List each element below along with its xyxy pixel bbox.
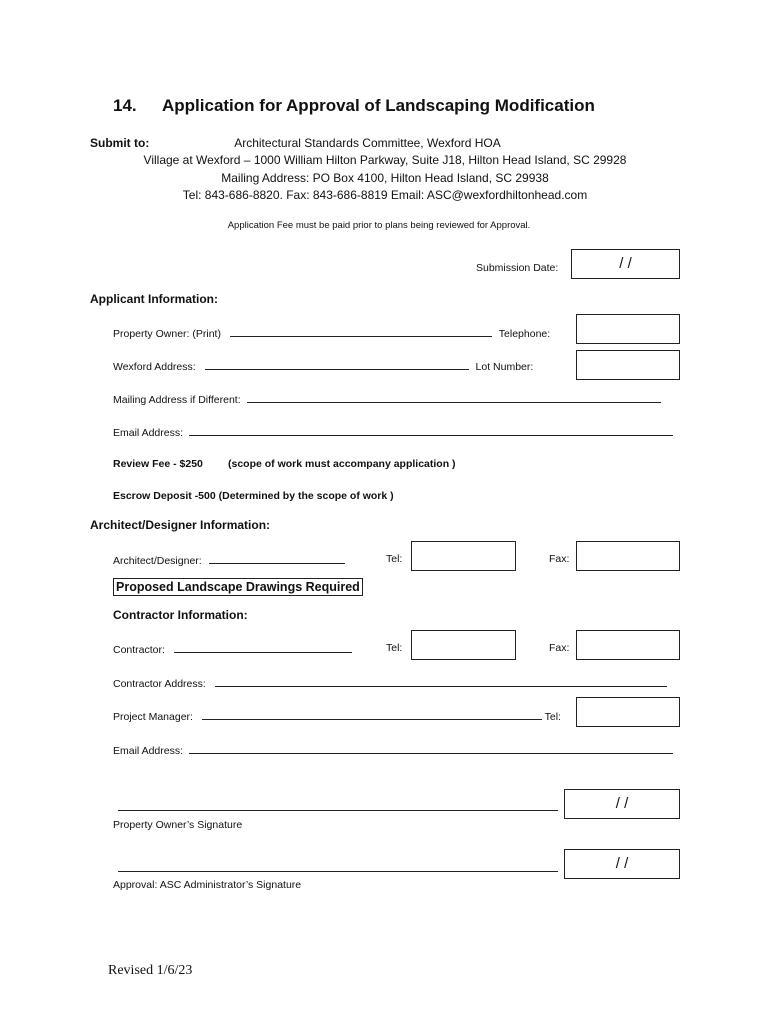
property-owner-text: Property Owner: (Print)	[113, 328, 221, 340]
review-fee-note: (scope of work must accompany application )	[228, 458, 456, 470]
project-manager-tel-field[interactable]	[576, 697, 680, 727]
mailing-address-line[interactable]	[247, 392, 661, 403]
fee-notice: Application Fee must be paid prior to plans being reviewed for Approval.	[227, 220, 531, 231]
approval-signature-line[interactable]	[118, 861, 558, 872]
mailing-address-row	[113, 392, 661, 406]
approval-signature-label: Approval: ASC Administrator’s Signature	[113, 879, 302, 891]
approval-signature-date-field[interactable]	[564, 849, 680, 879]
submit-to-label: Submit to:	[90, 136, 150, 150]
project-manager-tel-label: Tel:	[544, 711, 561, 723]
lot-number-field[interactable]	[576, 350, 680, 380]
contractor-address-label: Contractor Address:	[113, 678, 206, 690]
email-address-row	[113, 425, 673, 439]
wexford-address-row	[113, 359, 533, 373]
submit-line-committee: Architectural Standards Committee, Wexford HOA	[234, 136, 501, 150]
contractor-email-line[interactable]	[189, 743, 673, 754]
contractor-fax-label: Fax:	[549, 642, 570, 654]
drawings-required-notice: Proposed Landscape Drawings Required	[113, 578, 363, 596]
email-address-line[interactable]	[189, 425, 673, 436]
architect-heading: Architect/Designer Information:	[90, 518, 271, 532]
contractor-heading: Contractor Information:	[113, 608, 248, 622]
lot-number-label: Lot Number:	[475, 361, 534, 373]
revision-date: Revised 1/6/23	[108, 963, 193, 978]
mailing-address-label: Mailing Address if Different:	[113, 394, 241, 406]
contractor-line[interactable]	[174, 642, 352, 653]
email-address-label: Email Address:	[113, 427, 184, 439]
project-manager-row	[113, 709, 561, 723]
escrow-deposit: Escrow Deposit -500 (Determined by the scope of work )	[113, 490, 394, 502]
architect-label: Architect/Designer:	[113, 555, 202, 567]
contractor-label: Contractor:	[113, 644, 165, 656]
submit-line-contact: Tel: 843-686-8820. Fax: 843-686-8819 Email: ASC@wexfordhiltonhead.com	[182, 188, 588, 202]
contractor-address-line[interactable]	[215, 676, 667, 687]
section-number: 14.	[113, 96, 137, 115]
submit-line-address: Village at Wexford – 1000 William Hilton Parkway, Suite J18, Hilton Head Island, SC 29928	[143, 153, 627, 167]
architect-row	[113, 553, 345, 567]
contractor-address-row	[113, 676, 667, 690]
contractor-row	[113, 642, 352, 656]
submit-line-mailing: Mailing Address: PO Box 4100, Hilton Head Island, SC 29938	[221, 171, 549, 185]
contractor-email-row	[113, 743, 673, 757]
page-title: Application for Approval of Landscaping Modification	[162, 96, 595, 115]
wexford-address-line[interactable]	[205, 359, 469, 370]
architect-fax-label: Fax:	[549, 553, 570, 565]
architect-fax-field[interactable]	[576, 541, 680, 571]
date-separator: / /	[619, 255, 632, 272]
contractor-fax-field[interactable]	[576, 630, 680, 660]
contractor-tel-label: Tel:	[386, 642, 403, 654]
architect-line[interactable]	[209, 553, 345, 564]
architect-tel-label: Tel:	[386, 553, 403, 565]
project-manager-label: Project Manager:	[113, 711, 193, 723]
property-owner-label	[113, 326, 550, 340]
review-fee: Review Fee - $250	[113, 458, 203, 470]
project-manager-line[interactable]	[202, 709, 542, 720]
date-separator: / /	[615, 795, 629, 812]
owner-signature-label: Property Owner’s Signature	[113, 819, 243, 831]
date-separator: / /	[615, 855, 629, 872]
owner-signature-date-field[interactable]	[564, 789, 680, 819]
owner-signature-line[interactable]	[118, 800, 558, 811]
architect-tel-field[interactable]	[411, 541, 516, 571]
telephone-label: Telephone:	[498, 328, 551, 340]
wexford-address-label: Wexford Address:	[113, 361, 196, 373]
submission-date-label: Submission Date:	[476, 262, 559, 274]
applicant-heading: Applicant Information:	[90, 292, 218, 306]
contractor-tel-field[interactable]	[411, 630, 516, 660]
telephone-field[interactable]	[576, 314, 680, 344]
contractor-email-label: Email Address:	[113, 745, 184, 757]
submission-date-field[interactable]	[571, 249, 680, 279]
property-owner-line[interactable]	[230, 326, 492, 337]
